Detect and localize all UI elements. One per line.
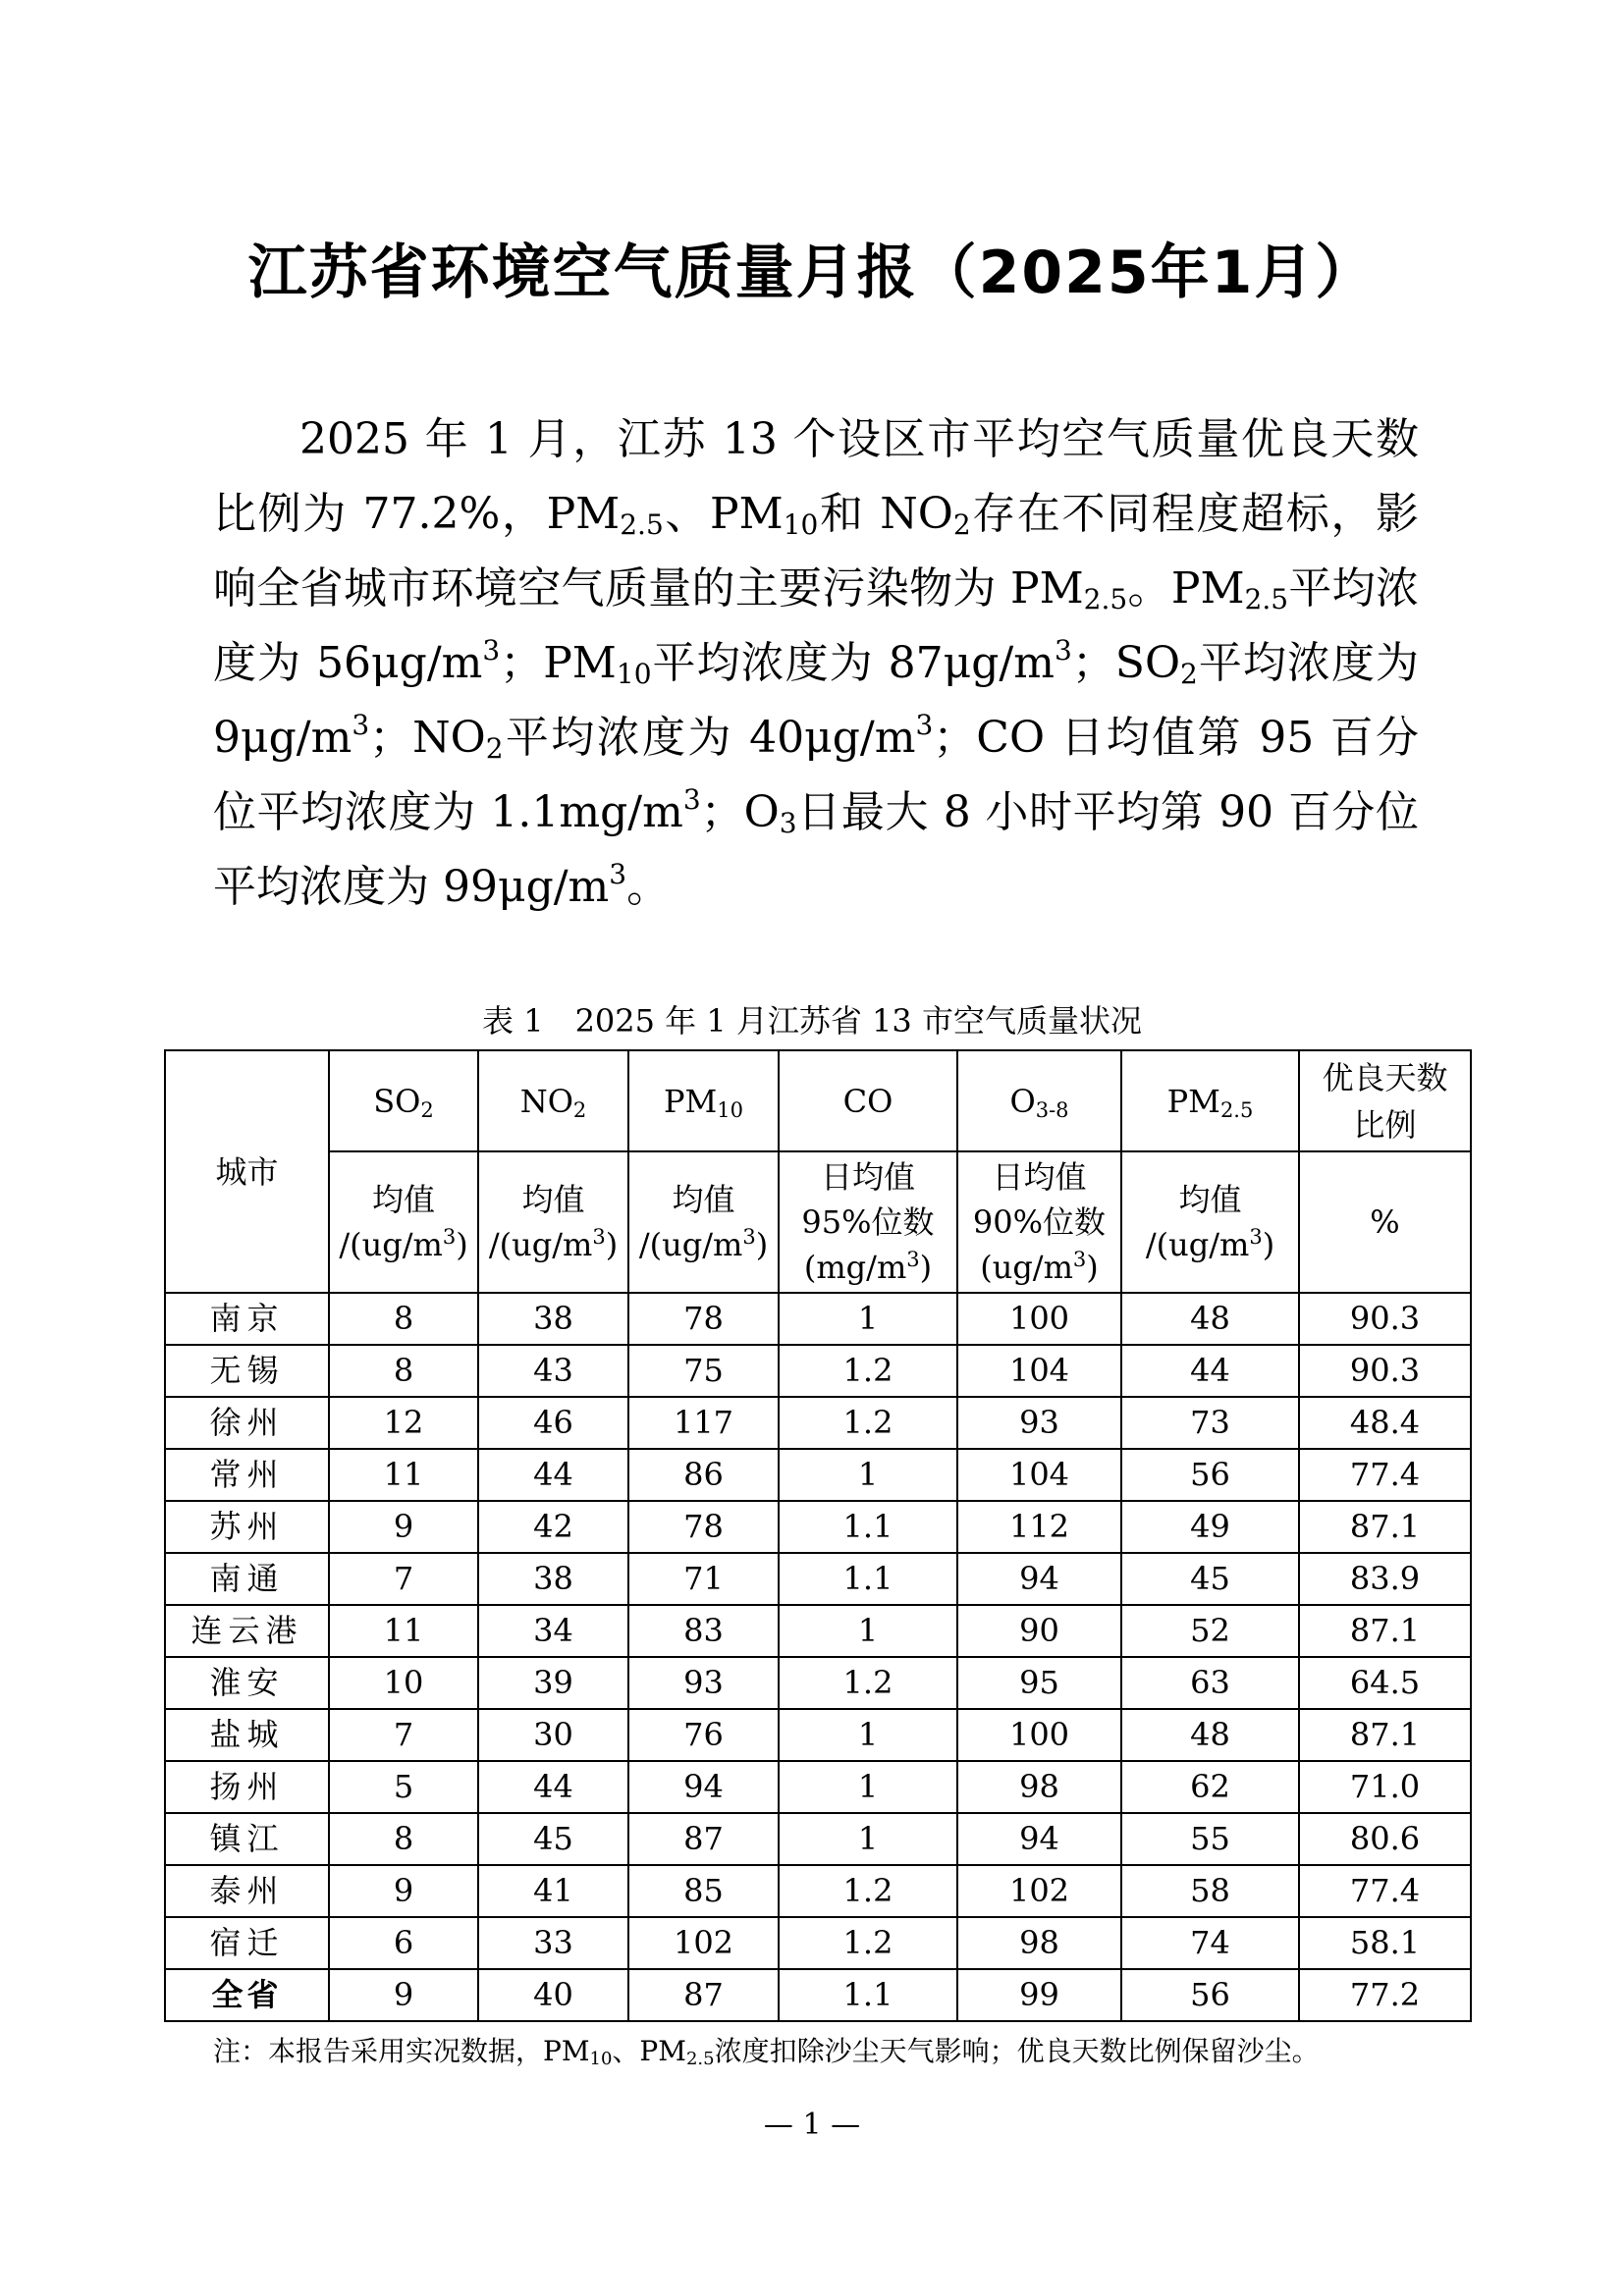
unit-label: /(ug/m — [339, 1226, 443, 1263]
unit-label: 90%位数 — [972, 1203, 1107, 1241]
o3-cell: 95 — [957, 1657, 1121, 1709]
pm25-cell: 55 — [1121, 1813, 1299, 1865]
header-o3-sub: 3-8 — [1035, 1097, 1069, 1122]
pm10-cell: 71 — [628, 1553, 779, 1605]
city-cell: 全省 — [165, 1969, 329, 2021]
co-cell: 1.1 — [779, 1553, 957, 1605]
o3-cell: 100 — [957, 1709, 1121, 1761]
o3-cell: 112 — [957, 1501, 1121, 1553]
note-text: 、PM — [612, 2035, 686, 2067]
header-pm25-label: PM — [1166, 1082, 1220, 1120]
pm10-cell: 87 — [628, 1813, 779, 1865]
so2-cell: 11 — [329, 1449, 478, 1501]
unit-pm10 — [628, 1151, 779, 1293]
so2-cell: 11 — [329, 1605, 478, 1657]
pm10-cell: 93 — [628, 1657, 779, 1709]
pm10-cell: 78 — [628, 1501, 779, 1553]
pm10-cell: 76 — [628, 1709, 779, 1761]
summary-text: 平均浓度为 40μg/m — [503, 713, 916, 763]
o3-cell: 94 — [957, 1553, 1121, 1605]
summary-text: 2025 年 1 月，江苏 13 个设区市平均空气质量优良天数比例为 77.2%，PM — [213, 414, 1419, 539]
pm25-cell: 63 — [1121, 1657, 1299, 1709]
unit-sup: 3 — [1249, 1225, 1263, 1249]
table-row — [165, 1657, 1471, 1709]
o3-cell: 99 — [957, 1969, 1121, 2021]
co-cell: 1.2 — [779, 1657, 957, 1709]
unit-label: ) — [1086, 1249, 1099, 1286]
so2-cell: 9 — [329, 1969, 478, 2021]
city-cell: 常州 — [165, 1449, 329, 1501]
header-no2 — [478, 1050, 628, 1151]
city-cell: 扬州 — [165, 1761, 329, 1813]
unit-co — [779, 1151, 957, 1293]
no2-cell: 46 — [478, 1397, 628, 1449]
unit-o3 — [957, 1151, 1121, 1293]
unit-label: 均值 — [371, 1181, 435, 1218]
note-subscript: 2.5 — [685, 2049, 715, 2069]
ratio-cell: 71.0 — [1299, 1761, 1471, 1813]
unit-label: ) — [605, 1226, 619, 1263]
header-pm25 — [1121, 1050, 1299, 1151]
header-pm10-label: PM — [663, 1082, 718, 1120]
header-pm10 — [628, 1050, 779, 1151]
so2-cell: 8 — [329, 1813, 478, 1865]
unit-label: 均值 — [672, 1181, 735, 1218]
no2-cell: 38 — [478, 1293, 628, 1345]
unit-label: /(ug/m — [638, 1226, 743, 1263]
city-cell: 无锡 — [165, 1345, 329, 1397]
so2-cell: 12 — [329, 1397, 478, 1449]
unit-label: /(ug/m — [1145, 1226, 1250, 1263]
summary-text: 。PM — [1127, 563, 1245, 614]
pm10-cell: 117 — [628, 1397, 779, 1449]
table-row — [165, 1449, 1471, 1501]
city-cell: 泰州 — [165, 1865, 329, 1917]
note-subscript: 10 — [589, 2049, 613, 2069]
summary-subscript: 2.5 — [620, 508, 664, 541]
o3-cell: 98 — [957, 1761, 1121, 1813]
ratio-cell: 77.4 — [1299, 1865, 1471, 1917]
unit-sup: 3 — [1072, 1248, 1087, 1271]
unit-label: ) — [919, 1249, 933, 1286]
unit-label: (ug/m — [980, 1249, 1073, 1286]
o3-cell: 100 — [957, 1293, 1121, 1345]
no2-cell: 44 — [478, 1449, 628, 1501]
header-ratio-line1: 优良天数 — [1322, 1058, 1448, 1096]
summary-superscript: 3 — [482, 634, 501, 667]
so2-cell: 8 — [329, 1345, 478, 1397]
unit-label: (mg/m — [803, 1249, 907, 1286]
header-so2 — [329, 1050, 478, 1151]
city-cell: 苏州 — [165, 1501, 329, 1553]
table-row — [165, 1813, 1471, 1865]
summary-subscript: 2 — [1180, 658, 1198, 690]
table-row — [165, 1345, 1471, 1397]
pm25-cell: 56 — [1121, 1969, 1299, 2021]
unit-sup: 3 — [592, 1225, 606, 1249]
unit-label: 日均值 — [820, 1158, 915, 1196]
unit-sup: 3 — [906, 1248, 920, 1271]
pm25-cell: 44 — [1121, 1345, 1299, 1397]
summary-superscript: 3 — [915, 709, 934, 741]
no2-cell: 34 — [478, 1605, 628, 1657]
pm10-cell: 87 — [628, 1969, 779, 2021]
o3-cell: 93 — [957, 1397, 1121, 1449]
unit-label: 95%位数 — [801, 1203, 935, 1241]
no2-cell: 45 — [478, 1813, 628, 1865]
no2-cell: 44 — [478, 1761, 628, 1813]
city-cell: 淮安 — [165, 1657, 329, 1709]
co-cell: 1.2 — [779, 1345, 957, 1397]
ratio-cell: 77.4 — [1299, 1449, 1471, 1501]
summary-text: 平均浓度为 56μg/m — [213, 563, 1419, 688]
pm25-cell: 73 — [1121, 1397, 1299, 1449]
o3-cell: 104 — [957, 1449, 1121, 1501]
no2-cell: 33 — [478, 1917, 628, 1969]
unit-sup: 3 — [442, 1225, 457, 1249]
header-o3-label: O — [1009, 1082, 1036, 1120]
co-cell: 1 — [779, 1293, 957, 1345]
ratio-cell: 58.1 — [1299, 1917, 1471, 1969]
pm25-cell: 58 — [1121, 1865, 1299, 1917]
table-caption: 表 1 2025 年 1 月江苏省 13 市空气质量状况 — [482, 1002, 1142, 1040]
summary-text: ；CO 日均值第 95 百分位平均浓度为 1.1mg/m — [213, 713, 1419, 837]
pm10-cell: 102 — [628, 1917, 779, 1969]
summary-subscript: 10 — [616, 658, 652, 690]
so2-cell: 6 — [329, 1917, 478, 1969]
ratio-cell: 90.3 — [1299, 1293, 1471, 1345]
city-cell: 南通 — [165, 1553, 329, 1605]
pm25-cell: 74 — [1121, 1917, 1299, 1969]
summary-subscript: 2.5 — [1244, 583, 1289, 615]
unit-ratio: % — [1299, 1151, 1471, 1293]
header-no2-label: NO — [519, 1082, 573, 1120]
o3-cell: 98 — [957, 1917, 1121, 1969]
so2-cell: 7 — [329, 1709, 478, 1761]
pm25-cell: 48 — [1121, 1293, 1299, 1345]
summary-subscript: 2 — [952, 508, 971, 541]
summary-superscript: 3 — [352, 709, 370, 741]
summary-subscript: 2 — [485, 732, 504, 765]
table-row — [165, 1917, 1471, 1969]
unit-label: 均值 — [1178, 1181, 1242, 1218]
so2-cell: 7 — [329, 1553, 478, 1605]
summary-subscript: 3 — [779, 807, 797, 839]
pm10-cell: 94 — [628, 1761, 779, 1813]
table-row — [165, 1605, 1471, 1657]
summary-paragraph — [213, 402, 1419, 925]
pm10-cell: 75 — [628, 1345, 779, 1397]
co-cell: 1 — [779, 1709, 957, 1761]
no2-cell: 43 — [478, 1345, 628, 1397]
ratio-cell: 83.9 — [1299, 1553, 1471, 1605]
ratio-cell: 87.1 — [1299, 1605, 1471, 1657]
so2-cell: 9 — [329, 1501, 478, 1553]
table-row — [165, 1761, 1471, 1813]
table-row — [165, 1553, 1471, 1605]
co-cell: 1 — [779, 1761, 957, 1813]
summary-subscript: 10 — [783, 508, 819, 541]
page-number: — 1 — — [763, 2108, 861, 2142]
so2-cell: 8 — [329, 1293, 478, 1345]
summary-text: 。 — [626, 862, 671, 912]
summary-text: 和 NO — [818, 489, 953, 539]
so2-cell: 10 — [329, 1657, 478, 1709]
page-title: 江苏省环境空气质量月报（2025年1月） — [247, 239, 1377, 307]
no2-cell: 30 — [478, 1709, 628, 1761]
so2-cell: 5 — [329, 1761, 478, 1813]
pm25-cell: 52 — [1121, 1605, 1299, 1657]
header-o3 — [957, 1050, 1121, 1151]
co-cell: 1.1 — [779, 1969, 957, 2021]
o3-cell: 94 — [957, 1813, 1121, 1865]
header-ratio-line2: 比例 — [1353, 1105, 1417, 1144]
table-note — [213, 2032, 1470, 2071]
summary-text: ；SO — [1071, 638, 1181, 688]
unit-label: 日均值 — [992, 1158, 1087, 1196]
ratio-cell: 90.3 — [1299, 1345, 1471, 1397]
ratio-cell: 87.1 — [1299, 1501, 1471, 1553]
unit-so2 — [329, 1151, 478, 1293]
pm25-cell: 49 — [1121, 1501, 1299, 1553]
header-so2-sub: 2 — [420, 1097, 434, 1122]
city-cell: 连云港 — [165, 1605, 329, 1657]
pm25-cell: 45 — [1121, 1553, 1299, 1605]
city-cell: 徐州 — [165, 1397, 329, 1449]
pm10-cell: 83 — [628, 1605, 779, 1657]
note-text: 浓度扣除沙尘天气影响；优良天数比例保留沙尘。 — [714, 2035, 1320, 2067]
table-row — [165, 1501, 1471, 1553]
summary-superscript: 3 — [1054, 634, 1072, 667]
no2-cell: 41 — [478, 1865, 628, 1917]
header-ratio — [1299, 1050, 1471, 1151]
summary-text: ；NO — [369, 713, 486, 763]
summary-text: ；PM — [500, 638, 617, 688]
pm10-cell: 86 — [628, 1449, 779, 1501]
unit-label: /(ug/m — [488, 1226, 593, 1263]
ratio-cell: 80.6 — [1299, 1813, 1471, 1865]
ratio-cell: 48.4 — [1299, 1397, 1471, 1449]
header-pm10-sub: 10 — [717, 1097, 744, 1122]
summary-subscript: 2.5 — [1083, 583, 1128, 615]
summary-text: 、PM — [663, 489, 784, 539]
co-cell: 1 — [779, 1449, 957, 1501]
pm25-cell: 62 — [1121, 1761, 1299, 1813]
summary-superscript: 3 — [682, 783, 701, 816]
table-row — [165, 1397, 1471, 1449]
o3-cell: 102 — [957, 1865, 1121, 1917]
co-cell: 1.2 — [779, 1397, 957, 1449]
pm10-cell: 85 — [628, 1865, 779, 1917]
unit-pm25 — [1121, 1151, 1299, 1293]
unit-label: ) — [1262, 1226, 1275, 1263]
unit-no2 — [478, 1151, 628, 1293]
summary-superscript: 3 — [609, 858, 627, 890]
ratio-cell: 77.2 — [1299, 1969, 1471, 2021]
no2-cell: 39 — [478, 1657, 628, 1709]
city-cell: 盐城 — [165, 1709, 329, 1761]
city-cell: 宿迁 — [165, 1917, 329, 1969]
unit-label: 均值 — [521, 1181, 585, 1218]
pm10-cell: 78 — [628, 1293, 779, 1345]
o3-cell: 90 — [957, 1605, 1121, 1657]
o3-cell: 104 — [957, 1345, 1121, 1397]
pm25-cell: 48 — [1121, 1709, 1299, 1761]
header-city: 城市 — [165, 1050, 329, 1293]
unit-label: ) — [456, 1226, 468, 1263]
city-cell: 南京 — [165, 1293, 329, 1345]
header-so2-label: SO — [373, 1082, 421, 1120]
header-co — [779, 1050, 957, 1151]
table-row — [165, 1293, 1471, 1345]
no2-cell: 38 — [478, 1553, 628, 1605]
table-row — [165, 1709, 1471, 1761]
city-cell: 镇江 — [165, 1813, 329, 1865]
header-no2-sub: 2 — [572, 1097, 587, 1122]
pm25-cell: 56 — [1121, 1449, 1299, 1501]
co-cell: 1 — [779, 1813, 957, 1865]
co-cell: 1.2 — [779, 1865, 957, 1917]
co-cell: 1.2 — [779, 1917, 957, 1969]
summary-text: ；O — [700, 787, 780, 837]
summary-text: 日最大 8 小时平均第 90 百分位平均浓度为 99μg/m — [213, 787, 1419, 912]
unit-sup: 3 — [742, 1225, 756, 1249]
no2-cell: 42 — [478, 1501, 628, 1553]
no2-cell: 40 — [478, 1969, 628, 2021]
header-co-label: CO — [842, 1082, 893, 1120]
air-quality-table — [164, 1049, 1472, 2022]
ratio-cell: 87.1 — [1299, 1709, 1471, 1761]
co-cell: 1 — [779, 1605, 957, 1657]
note-text: 注：本报告采用实况数据，PM — [213, 2035, 590, 2067]
unit-label: ) — [755, 1226, 769, 1263]
table-row — [165, 1865, 1471, 1917]
so2-cell: 9 — [329, 1865, 478, 1917]
summary-text: 平均浓度为 87μg/m — [651, 638, 1055, 688]
co-cell: 1.1 — [779, 1501, 957, 1553]
summary-text: 平均浓度为 9μg/m — [213, 638, 1419, 763]
ratio-cell: 64.5 — [1299, 1657, 1471, 1709]
summary-text: 存在不同程度超标，影响全省城市环境空气质量的主要污染物为 PM — [213, 489, 1419, 614]
header-pm25-sub: 2.5 — [1219, 1097, 1254, 1122]
table-row-total — [165, 1969, 1471, 2021]
